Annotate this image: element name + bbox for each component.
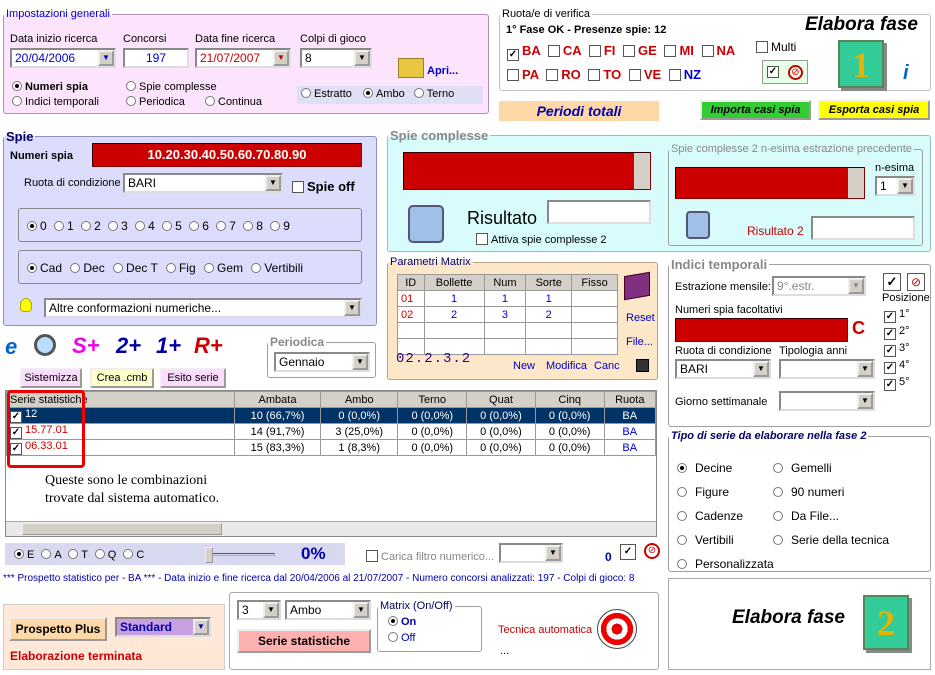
numeri-spia-label: Numeri spia — [10, 150, 73, 162]
ruote-panel: Ruota/e di verifica — [499, 8, 931, 91]
check-all-icon[interactable]: ✓ — [768, 66, 778, 77]
col-ambo[interactable]: Ambo — [321, 392, 398, 408]
matrix-row[interactable]: 02 2 3 2 — [398, 307, 618, 323]
radio-on[interactable]: On — [388, 616, 416, 628]
spie-complesse-2-panel: Spie complesse 2 n-esima estrazione precedente — [668, 143, 923, 246]
save-icon[interactable] — [636, 359, 649, 372]
data-fine-label: Data fine ricerca — [195, 33, 276, 45]
dropdown-icon: ▼ — [857, 361, 873, 377]
matrix-panel: Parametri Matrix — [387, 256, 658, 380]
estrazione-mensile-label: Estrazione mensile: — [675, 281, 771, 293]
radio-e[interactable]: E — [14, 549, 34, 561]
horizontal-scrollbar[interactable] — [6, 521, 656, 536]
ruota-na[interactable]: NA — [702, 43, 736, 58]
new-button[interactable]: New — [513, 360, 536, 372]
ruota-ba[interactable]: ✓ BA — [508, 43, 541, 60]
radio-digit-6[interactable]: 6 — [189, 219, 209, 233]
ruote-row-2 — [507, 67, 701, 82]
prospetto-text: *** Prospetto statistico per - BA *** - Data inizio e fine ricerca dal 20/04/2006 al 21/07/2007 - Numero concorsi analizzati: 197 - Colpi di gioco: 8 — [3, 573, 635, 584]
data-fine-field[interactable]: 21/07/2007 ▼ — [195, 48, 291, 68]
dropdown-icon: ▼ — [344, 300, 360, 316]
data-inizio-field[interactable]: 20/04/2006 ▼ — [10, 48, 116, 68]
prospetto-plus-button[interactable]: Prospetto Plus — [9, 617, 107, 641]
col-fisso[interactable]: Fisso — [572, 275, 618, 291]
radio-digit-5[interactable]: 5 — [162, 219, 182, 233]
numeri-facoltativi-label: Numeri spia facoltativi — [675, 304, 783, 316]
ruota-nz[interactable]: NZ — [669, 67, 701, 82]
radio-gemelli[interactable]: Gemelli — [773, 456, 889, 480]
nesima-label: n-esima — [875, 162, 915, 174]
radio-indici-temporali[interactable]: Indici temporali — [12, 96, 99, 108]
estrazione-mensile-select[interactable]: 9°.estr. ▼ — [772, 276, 866, 296]
fase-1-button[interactable]: 1 — [838, 40, 884, 88]
col-cinq[interactable]: Cinq — [535, 392, 604, 408]
radio-cadenze[interactable]: Cadenze — [677, 504, 774, 528]
internet-icon[interactable]: e — [5, 334, 18, 359]
concorsi-label: Concorsi — [123, 33, 167, 45]
ruota-mi[interactable]: MI — [664, 43, 693, 58]
radio-figure[interactable]: Figure — [677, 480, 774, 504]
numeri-facoltativi-field[interactable] — [675, 318, 848, 342]
spie-complesse-2-textarea[interactable] — [675, 167, 865, 199]
posizione-list — [884, 306, 910, 391]
scrollbar[interactable] — [634, 153, 650, 189]
matrix-code: 02.2.3.2 — [396, 351, 472, 367]
posizione-4[interactable]: ✓ 4° — [885, 359, 910, 373]
reset-button[interactable]: Reset — [626, 312, 655, 324]
radio-spie-complesse[interactable]: Spie complesse — [126, 81, 217, 93]
carica-filtro-checkbox[interactable]: Carica filtro numerico... — [366, 550, 494, 563]
tecnica-dots: ... — [500, 645, 510, 657]
two-plus-button[interactable]: 2+ — [116, 333, 142, 358]
radio-dec[interactable]: Dec — [70, 261, 104, 275]
posizione-3[interactable]: ✓ 3° — [885, 342, 910, 356]
radio-fig[interactable]: Fig — [166, 261, 196, 275]
check-icon[interactable]: ✓ — [620, 544, 636, 560]
radio-vertibili[interactable]: Vertibili — [251, 261, 303, 275]
radio-digit-0[interactable]: 0 — [27, 219, 47, 233]
ruota-ge[interactable]: GE — [623, 43, 657, 58]
slider-handle — [205, 547, 213, 563]
posizione-label: Posizione — [882, 292, 930, 304]
sorte-select[interactable]: Ambo ▼ — [285, 600, 371, 620]
radio-off[interactable]: Off — [388, 632, 415, 644]
esporta-casi-spia-button[interactable]: Esporta casi spia — [818, 100, 930, 120]
s-plus-button[interactable]: S+ — [72, 333, 100, 358]
radio-da-file[interactable]: Da File... — [773, 504, 889, 528]
radio-serie-tecnica[interactable]: Serie della tecnica — [773, 528, 889, 552]
posizione-check-all-icon[interactable]: ✓ — [883, 273, 901, 291]
radio-t[interactable]: T — [68, 549, 88, 561]
ruota-fi[interactable]: FI — [589, 43, 616, 58]
fase-2-button[interactable]: 2 — [863, 595, 909, 650]
radio-continua[interactable]: Continua — [205, 96, 262, 108]
serie-table-container — [5, 390, 657, 537]
radio-digit-2[interactable]: 2 — [81, 219, 101, 233]
serie-statistiche-button[interactable]: Serie statistiche — [237, 629, 371, 653]
periodica-panel: Periodica — [267, 335, 376, 378]
col-bollette[interactable]: Bollette — [424, 275, 484, 291]
radio-personalizzata[interactable]: Personalizzata — [677, 552, 774, 576]
radio-digit-8[interactable]: 8 — [243, 219, 263, 233]
giorno-settimanale-label: Giorno settimanale — [675, 396, 768, 408]
risultato-2-label: Risultato 2 — [747, 224, 804, 238]
search-icon[interactable] — [34, 334, 56, 356]
posizione-1[interactable]: ✓ 1° — [885, 308, 910, 322]
radio-ambo[interactable]: Ambo — [363, 88, 405, 100]
radio-numeri-spia[interactable]: Numeri spia — [12, 81, 88, 93]
radio-terno[interactable]: Terno — [414, 88, 455, 100]
posizione-2[interactable]: ✓ 2° — [885, 325, 910, 339]
progress-percent: 0% — [301, 544, 326, 563]
esito-radio-group — [14, 549, 144, 561]
attiva-spie-checkbox[interactable]: Attiva spie complesse 2 — [476, 233, 607, 246]
dropdown-icon: ▼ — [848, 278, 864, 294]
tecnica-automatica-label: Tecnica automatica — [498, 624, 593, 636]
col-ambata[interactable]: Ambata — [235, 392, 321, 408]
col-terno[interactable]: Terno — [398, 392, 467, 408]
dropdown-icon: ▼ — [98, 50, 114, 66]
ruota-ro[interactable]: RO — [546, 67, 581, 82]
radio-digit-3[interactable]: 3 — [108, 219, 128, 233]
fase2-left-options — [677, 456, 774, 576]
elaborazione-status: Elaborazione terminata — [10, 649, 143, 663]
ruota-ve[interactable]: VE — [629, 67, 661, 82]
posizione-clear-icon[interactable]: ⊘ — [907, 273, 925, 291]
col-id[interactable]: ID — [398, 275, 425, 291]
table-row[interactable]: ✓ 12 10 (66,7%) 0 (0,0%) 0 (0,0%) 0 (0,0%) 0 (0,0%) BA — [7, 408, 656, 424]
dropdown-icon: ▼ — [354, 50, 370, 66]
col-serie[interactable]: Serie statistiche — [7, 392, 235, 408]
concorsi-field[interactable]: 197 — [123, 48, 189, 68]
matrix-row[interactable]: 01 1 1 1 — [398, 291, 618, 307]
table-row[interactable]: ✓ 06.33.01 15 (83,3%) 1 (8,3%) 0 (0,0%) 0 (0,0%) 0 (0,0%) BA — [7, 440, 656, 456]
digit-radio-group — [18, 208, 362, 242]
altre-conformazioni-select[interactable]: Altre conformazioni numeriche... ▼ — [44, 298, 362, 318]
multi-checkbox[interactable]: Multi — [756, 40, 796, 54]
fase-2-panel: Tipo di serie da elaborare nella fase 2 — [668, 430, 931, 572]
importa-casi-spia-button[interactable]: Importa casi spia — [700, 100, 811, 120]
book-icon[interactable] — [624, 272, 650, 301]
posizione-5[interactable]: ✓ 5° — [885, 376, 910, 390]
radio-digit-9[interactable]: 9 — [270, 219, 290, 233]
apri-button[interactable]: Apri... — [427, 65, 459, 77]
dropdown-icon: ▼ — [352, 354, 368, 370]
standard-select[interactable]: Standard ▼ — [115, 617, 211, 637]
count-zero: 0 — [605, 550, 612, 564]
nesima-select[interactable]: 1 ▼ — [875, 176, 915, 196]
file-button[interactable]: File... — [626, 336, 653, 348]
lightbulb-icon — [20, 298, 32, 312]
numeri-spia-field[interactable]: 10.20.30.40.50.60.70.80.90 — [92, 143, 362, 167]
fase2-right-options — [773, 456, 889, 552]
giorno-settimanale-select[interactable] — [779, 391, 875, 411]
col-quat[interactable]: Quat — [467, 392, 536, 408]
radio-q[interactable]: Q — [95, 549, 117, 561]
mese-select[interactable]: Gennaio ▼ — [274, 352, 370, 372]
scrollbar[interactable] — [848, 168, 864, 198]
elabora-fase-2-label: Elabora fase — [732, 607, 845, 628]
status-text: 1° Fase OK - Presenze spie: 12 — [506, 24, 667, 36]
radio-cad[interactable]: Cad — [27, 261, 62, 275]
dropdown-icon: ▼ — [753, 361, 769, 377]
ruota-to[interactable]: TO — [588, 67, 621, 82]
highlight-annotation — [7, 390, 85, 468]
dropdown-icon: ▼ — [857, 393, 873, 409]
r-plus-button[interactable]: R+ — [194, 333, 223, 358]
ruota-condizione-2-label: Ruota di condizione — [675, 345, 772, 357]
radio-a[interactable]: A — [41, 549, 61, 561]
cancel-icon[interactable]: ⊘ — [644, 543, 660, 559]
canc-button[interactable]: Canc — [594, 360, 620, 372]
sorte-group — [297, 86, 483, 104]
spie-panel: Spie — [3, 129, 377, 326]
dropdown-icon: ▼ — [897, 178, 913, 194]
radio-periodica[interactable]: Periodica — [126, 96, 185, 108]
tipologia-anni-label: Tipologia anni — [779, 345, 848, 357]
ruota-condizione-2-select[interactable]: BARI ▼ — [675, 359, 771, 379]
ruota-ca[interactable]: CA — [548, 43, 581, 58]
radio-digit-4[interactable]: 4 — [135, 219, 155, 233]
one-plus-button[interactable]: 1+ — [156, 333, 182, 358]
dropdown-icon: ▼ — [545, 545, 561, 561]
ruota-condizione-select[interactable]: BARI ▼ — [123, 173, 283, 193]
col-sorte[interactable]: Sorte — [526, 275, 572, 291]
dropdown-icon: ▼ — [193, 619, 209, 635]
ruota-pa[interactable]: PA — [507, 67, 539, 82]
risultato-field[interactable] — [547, 200, 651, 224]
uncheck-all-icon[interactable]: ⊘ — [788, 65, 803, 80]
radio-digit-1[interactable]: 1 — [54, 219, 74, 233]
dropdown-icon: ▼ — [265, 175, 281, 191]
indici-temporali-panel: Indici temporali — [668, 257, 931, 427]
device-2-icon[interactable] — [686, 211, 710, 239]
dropdown-icon: ▼ — [273, 50, 289, 66]
table-row[interactable]: ✓ 15.77.01 14 (91,7%) 3 (25,0%) 0 (0,0%) 0 (0,0%) 0 (0,0%) BA — [7, 424, 656, 440]
col-num[interactable]: Num — [484, 275, 526, 291]
radio-gem[interactable]: Gem — [204, 261, 243, 275]
data-inizio-label: Data inizio ricerca — [10, 33, 98, 45]
radio-decine[interactable]: Decine — [677, 456, 774, 480]
matrix-onoff-panel: Matrix (On/Off) — [377, 600, 482, 652]
colpi-select[interactable]: 8 ▼ — [300, 48, 372, 68]
colpi-label: Colpi di gioco — [300, 33, 367, 45]
sistemizza-button[interactable]: Sistemizza — [20, 368, 82, 388]
device-icon[interactable] — [408, 205, 444, 243]
check-toggle-group — [762, 60, 808, 84]
spie-complesse-panel: Spie complesse — [387, 128, 931, 252]
dropdown-icon: ▼ — [263, 602, 279, 618]
esito-serie-button[interactable]: Esito serie — [160, 368, 226, 388]
radio-estratto[interactable]: Estratto — [301, 88, 352, 100]
categoria-radio-group — [18, 250, 362, 284]
spie-complesse-textarea[interactable] — [403, 152, 651, 190]
risultato-label: Risultato — [467, 208, 538, 228]
dropdown-icon: ▼ — [353, 602, 369, 618]
radio-dec-t[interactable]: Dec T — [113, 261, 158, 275]
col-ruota[interactable]: Ruota — [604, 392, 655, 408]
folder-open-icon[interactable] — [398, 58, 424, 78]
matrix-table[interactable] — [397, 274, 618, 355]
spie-off-checkbox[interactable]: Spie off — [292, 179, 355, 194]
n-select[interactable]: 3 ▼ — [237, 600, 281, 620]
risultato-2-field[interactable] — [811, 216, 915, 240]
radio-c[interactable]: C — [123, 549, 144, 561]
target-icon[interactable] — [597, 609, 637, 649]
ruote-row-1 — [507, 43, 735, 61]
c-button[interactable]: C — [852, 318, 865, 338]
radio-digit-7[interactable]: 7 — [216, 219, 236, 233]
tipologia-anni-select[interactable] — [779, 359, 875, 379]
periodi-totali-button[interactable]: Periodi totali — [499, 101, 659, 121]
info-icon[interactable]: i — [903, 62, 909, 84]
ruota-condizione-label: Ruota di condizione — [24, 177, 121, 189]
filtro-select[interactable] — [499, 543, 563, 563]
radio-90-numeri[interactable]: 90 numeri — [773, 480, 889, 504]
radio-vertibili-fase2[interactable]: Vertibili — [677, 528, 774, 552]
impostazioni-panel: Impostazioni generali — [3, 8, 489, 114]
modifica-button[interactable]: Modifica — [546, 360, 587, 372]
elabora-fase-1-label: Elabora fase — [805, 14, 918, 35]
crea-cmb-button[interactable]: Crea .cmb — [90, 368, 154, 388]
annotation-note: Queste sono le combinazioni trovate dal sistema automatico. — [45, 473, 220, 506]
slider[interactable] — [205, 547, 275, 563]
